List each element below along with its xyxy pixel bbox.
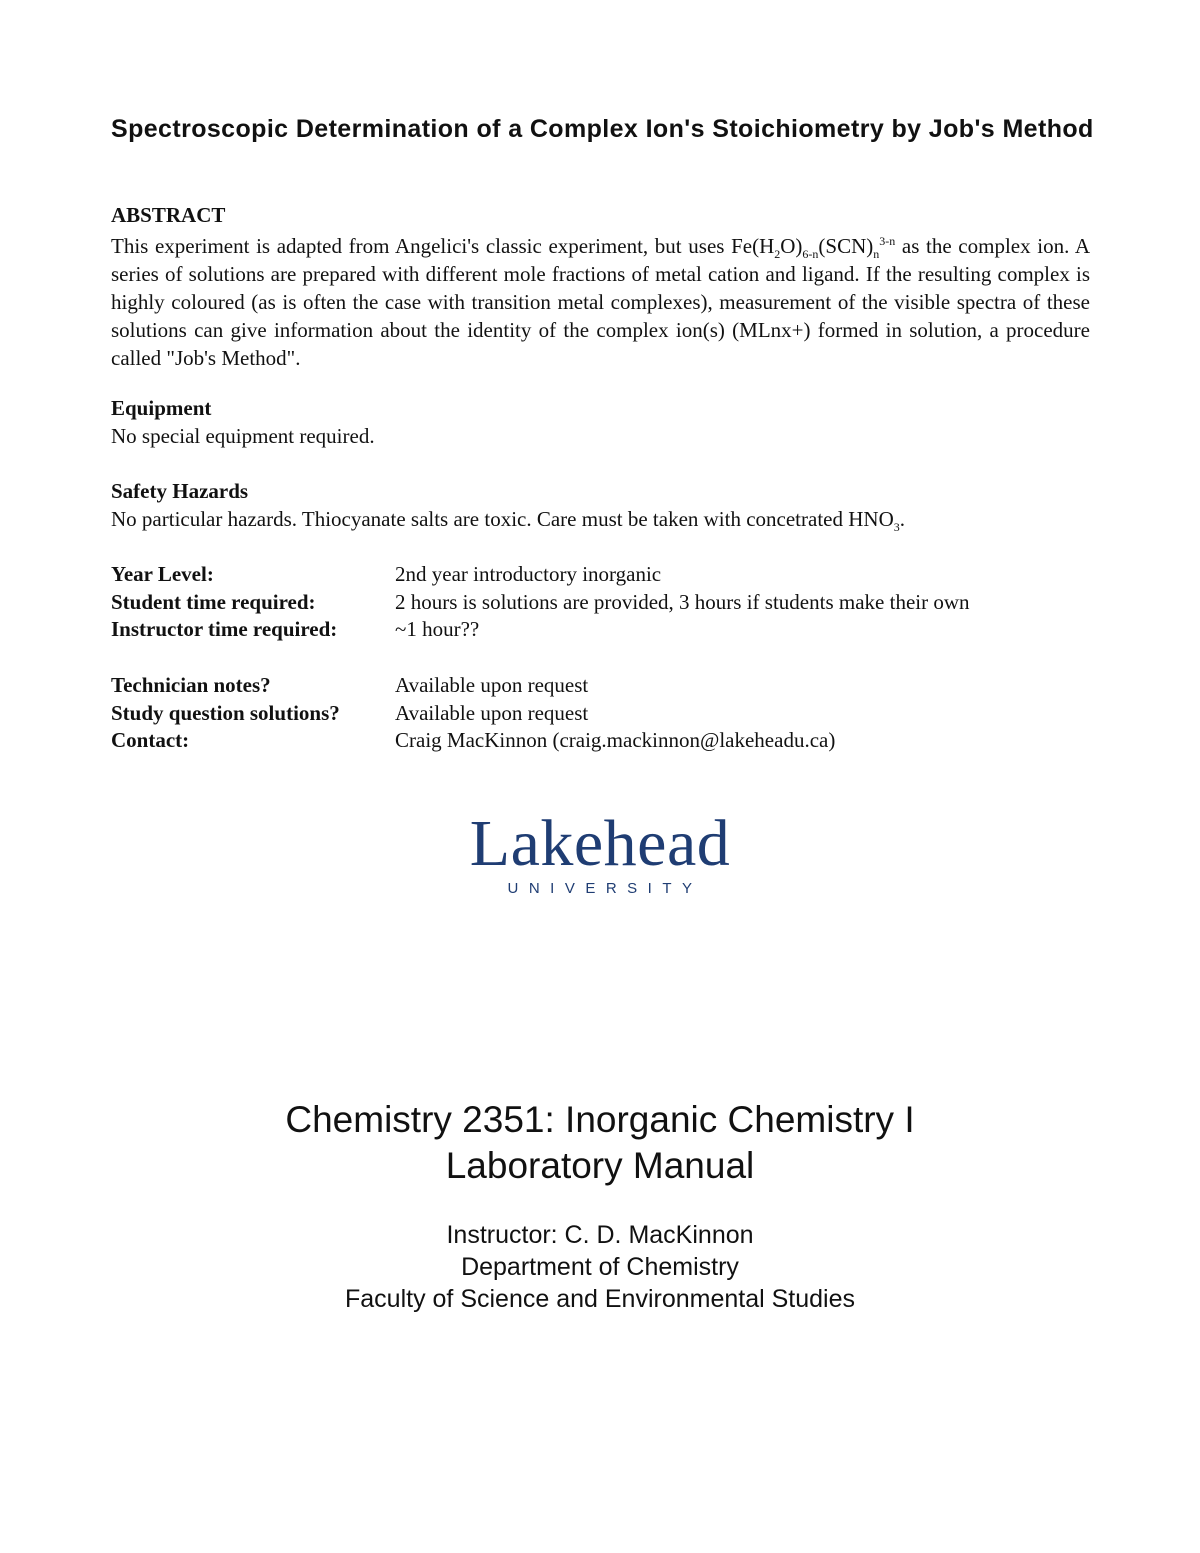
formula-subscript: 2 — [774, 247, 781, 262]
info-label: Year Level: — [111, 562, 214, 586]
course-title — [0, 1097, 1200, 1189]
document-title: Spectroscopic Determination of a Complex Ion's Stoichiometry by Job's Method — [111, 115, 1094, 143]
info-table-course — [111, 561, 1101, 644]
info-value: 2 hours is solutions are provided, 3 hours if students make their own — [395, 589, 970, 614]
info-row — [111, 589, 1101, 617]
contact-email: Craig MacKinnon (craig.mackinnon@lakeheadu.ca) — [395, 728, 836, 752]
formula-subscript: 3 — [893, 520, 900, 535]
abstract-text-end: as the complex ion. A series of solutions are prepared with different mole fractions of metal cation and ligand. If the resulting complex is highly coloured (as is often the case with transition metal complexes), measurement of the visible spectra of these solutions can give information about the identity of the complex ion(s) (MLnx+) formed in solution, a procedure called "Job's Method". — [111, 234, 1090, 370]
info-row — [111, 727, 1101, 755]
course-credits — [0, 1219, 1200, 1315]
instructor-line: Instructor: C. D. MacKinnon — [446, 1221, 754, 1249]
info-value: Available upon request — [395, 700, 589, 725]
info-value: ~1 hour?? — [395, 617, 480, 641]
info-row — [111, 616, 1101, 644]
equipment-heading: Equipment — [111, 396, 212, 420]
info-label: Instructor time required: — [111, 617, 338, 641]
info-table-contact — [111, 672, 1101, 755]
safety-text-end: . — [899, 507, 905, 531]
info-row — [111, 561, 1101, 589]
department-line: Department of Chemistry — [461, 1253, 739, 1281]
info-label: Contact: — [111, 728, 190, 752]
equipment-text: No special equipment required. — [111, 424, 375, 448]
course-subtitle-line: Laboratory Manual — [445, 1145, 755, 1186]
info-value: 2nd year introductory inorganic — [395, 562, 662, 586]
abstract-body — [111, 232, 1090, 372]
logo-subtitle: UNIVERSITY — [507, 880, 703, 897]
course-title-line: Chemistry 2351: Inorganic Chemistry I — [285, 1099, 915, 1140]
info-label: Study question solutions? — [111, 700, 340, 725]
formula-part: O) — [780, 234, 803, 258]
safety-text-body: No particular hazards. Thiocyanate salts are toxic. Care must be taken with concetrated HNO — [111, 507, 894, 531]
info-row — [111, 672, 1101, 700]
lakehead-university-logo — [430, 808, 770, 908]
info-label: Student time required: — [111, 589, 316, 614]
faculty-line: Faculty of Science and Environmental Studies — [345, 1285, 855, 1313]
safety-heading: Safety Hazards — [111, 479, 249, 503]
logo-wordmark: Lakehead — [469, 807, 731, 880]
info-label: Technician notes? — [111, 673, 271, 697]
formula-superscript: 3-n — [879, 234, 896, 248]
formula-part: (SCN) — [818, 234, 874, 258]
abstract-text-start: This experiment is adapted from Angelici's classic experiment, but uses Fe(H — [111, 234, 775, 258]
info-value: Available upon request — [395, 673, 589, 697]
safety-text — [111, 507, 905, 535]
abstract-heading: ABSTRACT — [111, 203, 226, 227]
formula-subscript: 6-n — [802, 247, 819, 262]
info-row — [111, 700, 1101, 728]
formula-subscript: n — [873, 247, 880, 262]
